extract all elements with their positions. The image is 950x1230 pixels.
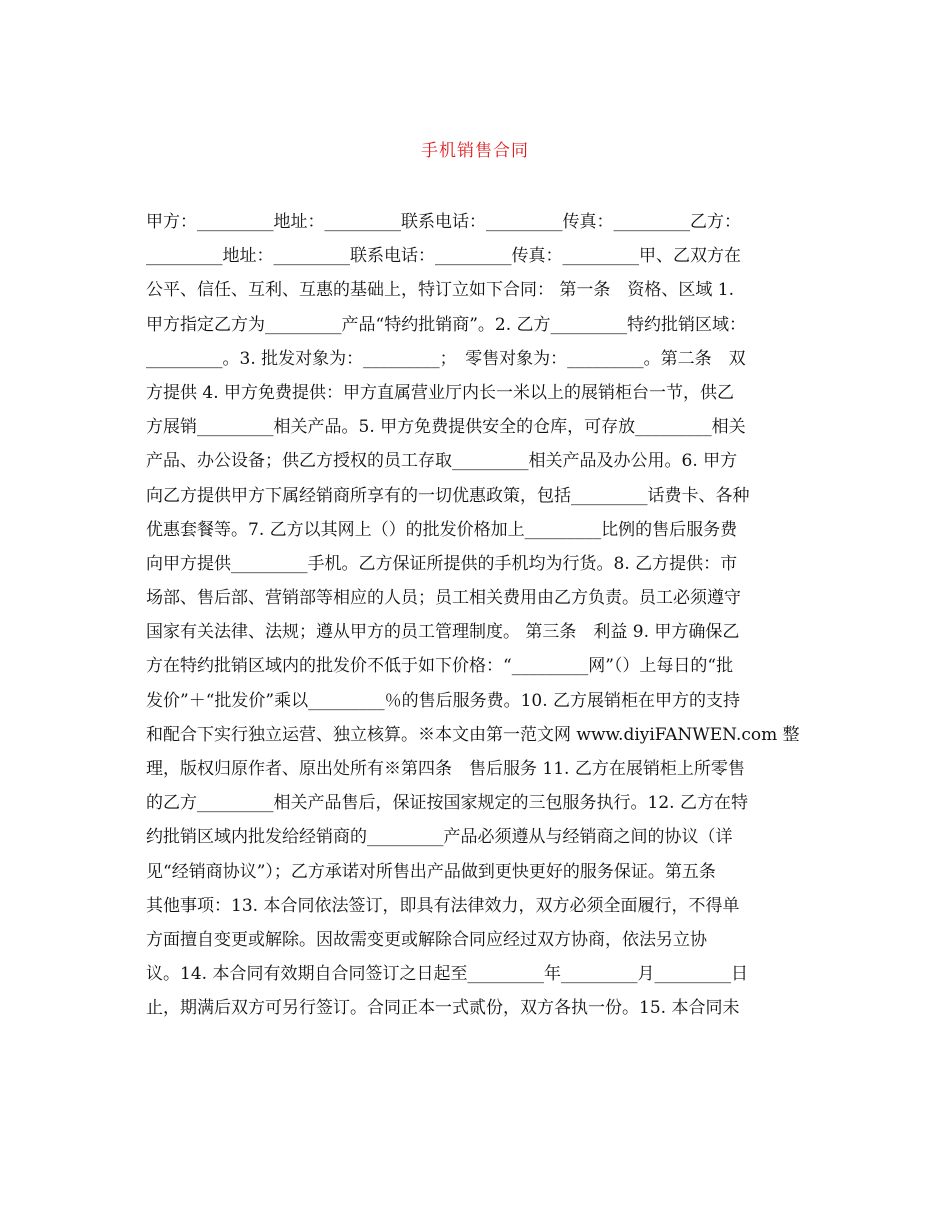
body-line: 优惠套餐等。7. 乙方以其网上（）的批发价格加上_________比例的售后服务费 xyxy=(146,519,738,540)
body-line: 公平、信任、互利、互惠的基础上，特订立如下合同： 第一条 资格、区域 1. xyxy=(146,280,735,301)
body-line: 止，期满后双方可另行签订。合同正本一式贰份，双方各执一份。15. 本合同未 xyxy=(146,998,740,1019)
body-line: 议。14. 本合同有效期自合同签订之日起至_________年_________月_________日 xyxy=(146,964,748,985)
body-line: 约批销区域内批发给经销商的_________产品必须遵从与经销商之间的协议（详 xyxy=(146,827,733,848)
body-line: 其他事项：13. 本合同依法签订，即具有法律效力，双方必须全面履行，不得单 xyxy=(146,895,740,916)
body-line: 产品、办公设备；供乙方授权的员工存取_________相关产品及办公用。6. 甲方 xyxy=(146,451,738,472)
body-line: 甲方指定乙方为_________产品“特约批销商”。2. 乙方_________特约批销区域： xyxy=(146,314,747,335)
body-line: 向乙方提供甲方下属经销商所享有的一切优惠政策，包括_________话费卡、各种 xyxy=(146,485,750,506)
body-line: _________。3. 批发对象为：_________； 零售对象为：_________。第二条 双 xyxy=(146,348,746,369)
body-line: 场部、售后部、营销部等相应的人员；员工相关费用由乙方负责。员工必须遵守 xyxy=(146,588,741,609)
body-line: _________地址：_________联系电话：_________传真：_________甲、乙双方在 xyxy=(146,246,741,267)
body-line: 向甲方提供_________手机。乙方保证所提供的手机均为行货。8. 乙方提供：市 xyxy=(146,553,738,574)
body-line: 方提供 4. 甲方免费提供：甲方直属营业厅内长一米以上的展销柜台一节，供乙 xyxy=(146,382,735,403)
body-line: 理，版权归原作者、原出处所有※第四条 售后服务 11. 乙方在展销柜上所零售 xyxy=(146,759,745,779)
document-title: 手机销售合同 xyxy=(421,141,529,161)
body-line: 方展销_________相关产品。5. 甲方免费提供安全的仓库，可存放_________相关 xyxy=(146,417,746,438)
body-line: 方在特约批销区域内的批发价不低于如下价格：“_________网”（）上每日的“批 xyxy=(146,656,734,677)
body-line: 见“经销商协议”）；乙方承诺对所售出产品做到更快更好的服务保证。第五条 xyxy=(146,861,716,882)
body-line: 和配合下实行独立运营、独立核算。※本文由第一范文网 www.diyiFANWEN.com 整 xyxy=(146,724,800,745)
body-line: 方面擅自变更或解除。因故需变更或解除合同应经过双方协商，依法另立协 xyxy=(146,929,707,950)
contract-body xyxy=(146,205,816,1026)
body-line: 甲方：_________地址：_________联系电话：_________传真：_________乙方： xyxy=(146,212,741,232)
body-line: 的乙方_________相关产品售后，保证按国家规定的三包服务执行。12. 乙方在特 xyxy=(146,793,748,814)
body-line: 发价”＋“批发价”乘以_________％的售后服务费。10. 乙方展销柜在甲方的支持 xyxy=(146,690,741,711)
body-line: 国家有关法律、法规；遵从甲方的员工管理制度。 第三条 利益 9. 甲方确保乙 xyxy=(146,622,740,643)
